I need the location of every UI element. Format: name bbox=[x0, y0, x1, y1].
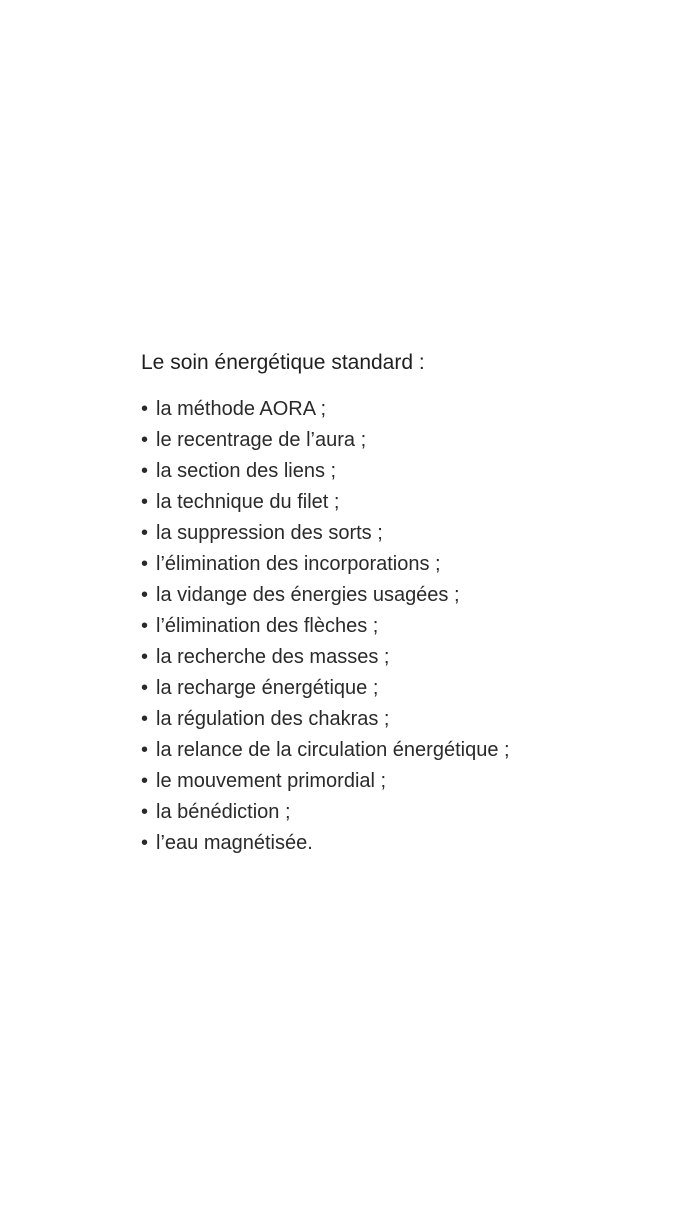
list-item bbox=[141, 580, 681, 611]
list-item bbox=[141, 642, 681, 673]
bullet-icon: • bbox=[141, 460, 149, 482]
list-item-text: le recentrage de l’aura ; bbox=[156, 429, 367, 451]
list-item bbox=[141, 549, 681, 580]
list-item-text: la technique du filet ; bbox=[156, 491, 340, 513]
list-item-text: la bénédiction ; bbox=[156, 801, 291, 823]
list-item-text: la section des liens ; bbox=[156, 460, 337, 482]
section-heading: Le soin énergétique standard : bbox=[141, 351, 425, 374]
list-item-text: la recharge énergétique ; bbox=[156, 677, 379, 699]
bullet-icon: • bbox=[141, 584, 149, 606]
list-item bbox=[141, 828, 681, 859]
list-item-text: la vidange des énergies usagées ; bbox=[156, 584, 460, 606]
list-item-text: la suppression des sorts ; bbox=[156, 522, 383, 544]
list-item bbox=[141, 487, 681, 518]
bullet-icon: • bbox=[141, 739, 149, 761]
list-item bbox=[141, 673, 681, 704]
list-item-text: l’élimination des incorporations ; bbox=[156, 553, 441, 575]
bullet-icon: • bbox=[141, 522, 149, 544]
bullet-icon: • bbox=[141, 708, 149, 730]
list-item bbox=[141, 518, 681, 549]
list-item bbox=[141, 425, 681, 456]
list-item bbox=[141, 456, 681, 487]
list-item bbox=[141, 611, 681, 642]
bullet-icon: • bbox=[141, 398, 149, 420]
bullet-icon: • bbox=[141, 553, 149, 575]
list-item-text: la méthode AORA ; bbox=[156, 398, 327, 420]
bullet-icon: • bbox=[141, 801, 149, 823]
list-item-text: la recherche des masses ; bbox=[156, 646, 390, 668]
bullet-icon: • bbox=[141, 646, 149, 668]
list-item-text: l’eau magnétisée. bbox=[156, 832, 313, 854]
list-item bbox=[141, 394, 681, 425]
list-item bbox=[141, 766, 681, 797]
list-item-text: la régulation des chakras ; bbox=[156, 708, 390, 730]
bullet-icon: • bbox=[141, 615, 149, 637]
page-content bbox=[141, 349, 681, 859]
bullet-icon: • bbox=[141, 677, 149, 699]
bullet-icon: • bbox=[141, 770, 149, 792]
list-item-text: l’élimination des flèches ; bbox=[156, 615, 379, 637]
list-item-text: le mouvement primordial ; bbox=[156, 770, 387, 792]
list-item bbox=[141, 704, 681, 735]
treatment-list bbox=[141, 394, 681, 859]
list-item bbox=[141, 797, 681, 828]
list-item-text: la relance de la circulation énergétique ; bbox=[156, 739, 510, 761]
bullet-icon: • bbox=[141, 832, 149, 854]
bullet-icon: • bbox=[141, 429, 149, 451]
list-item bbox=[141, 735, 681, 766]
bullet-icon: • bbox=[141, 491, 149, 513]
